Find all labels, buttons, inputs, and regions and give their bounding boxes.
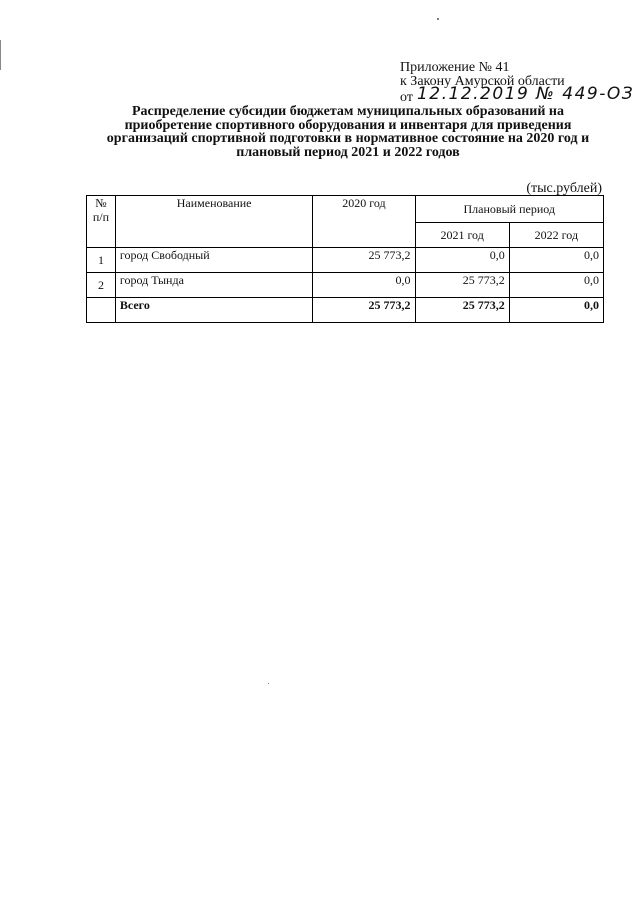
appendix-header [400, 61, 634, 105]
row-num: 1 [87, 248, 116, 273]
header-2020: 2020 год [313, 196, 415, 248]
law-reference: к Закону Амурской области [400, 74, 565, 89]
total-2021: 25 773,2 [415, 298, 509, 323]
row-2022: 0,0 [509, 248, 603, 273]
total-2022: 0,0 [509, 298, 603, 323]
scan-edge [0, 40, 1, 70]
row-name: город Тында [115, 273, 313, 298]
header-num: № п/п [87, 196, 116, 248]
document-title: Распределение субсидии бюджетам муниципальных образований на приобретение спортивного оборудования и инвентаря для приведения организаций спортивной подготовки в нормативное состояние на 2020 год и плановый период 2021 и 2022 годов [106, 104, 590, 160]
row-2020: 0,0 [313, 273, 415, 298]
header-2022: 2022 год [509, 223, 603, 248]
appendix-number: Приложение № 41 [400, 60, 510, 75]
row-2020: 25 773,2 [313, 248, 415, 273]
units-label: (тыс.рублей) [526, 181, 602, 196]
header-plan-period: Плановый период [415, 196, 603, 223]
row-name: город Свободный [115, 248, 313, 273]
row-2022: 0,0 [509, 273, 603, 298]
total-num [87, 298, 116, 323]
law-date-line [400, 84, 635, 105]
total-label: Всего [115, 298, 313, 323]
header-2021: 2021 год [415, 223, 509, 248]
scan-speck [437, 18, 439, 20]
table-total-row [87, 298, 604, 323]
table-header-row [87, 196, 604, 223]
table-row [87, 248, 604, 273]
subsidy-table [86, 195, 604, 323]
table-row [87, 273, 604, 298]
total-2020: 25 773,2 [313, 298, 415, 323]
row-2021: 25 773,2 [415, 273, 509, 298]
row-2021: 0,0 [415, 248, 509, 273]
handwritten-date-number: 12.12.2019 № 449-ОЗ [416, 84, 635, 104]
date-prefix: от [400, 90, 413, 105]
scan-speck [268, 683, 269, 684]
row-num: 2 [87, 273, 116, 298]
header-name: Наименование [115, 196, 313, 248]
